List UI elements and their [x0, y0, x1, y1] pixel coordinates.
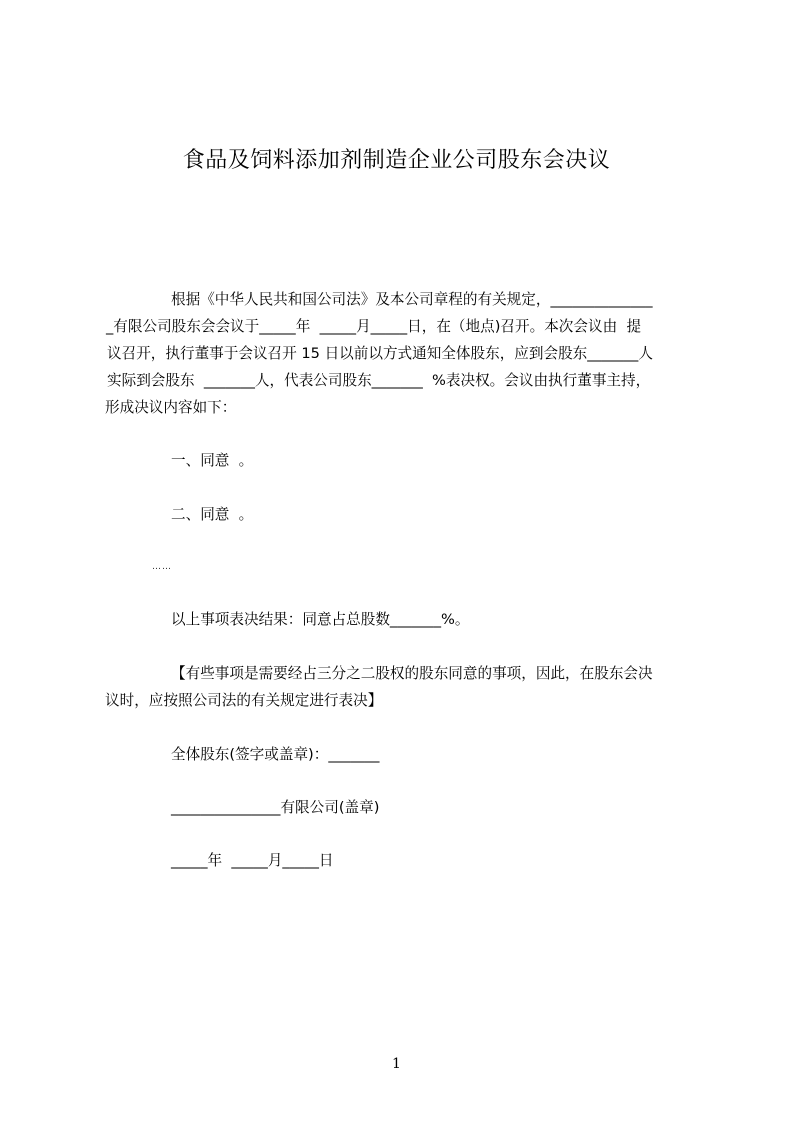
intro-line-1: 根据《中华人民共和国公司法》及本公司章程的有关规定，______________ — [171, 291, 653, 308]
company-seal-line: _______________有限公司(盖章) — [171, 799, 380, 816]
intro-line-4: 实际到会股东 _______人，代表公司股东_______ %表决权。会议由执行董事主持， — [107, 372, 651, 389]
page-title: 食品及饲料添加剂制造企业公司股东会决议 — [182, 148, 611, 173]
resolution-item-1: 一、同意 。 — [171, 452, 254, 469]
shareholder-signature-line: 全体股东(签字或盖章)：_______ — [171, 746, 380, 763]
page-number: 1 — [392, 1056, 401, 1072]
intro-line-5: 形成决议内容如下： — [105, 399, 237, 416]
intro-line-2: _有限公司股东会会议于_____年 _____月_____日，在（地点)召开。本次会议由 提 — [106, 318, 642, 335]
intro-line-3: 议召开，执行董事于会议召开 15 日以前以方式通知全体股东，应到会股东_______人 — [107, 345, 653, 362]
note-line-2: 议时，应按照公司法的有关规定进行表决】 — [105, 692, 383, 709]
resolution-item-2: 二、同意 。 — [171, 506, 254, 523]
ellipsis-marker: …… — [152, 562, 172, 572]
note-line-1: 【有些事项是需要经占三分之二股权的股东同意的事项，因此，在股东会决 — [171, 665, 653, 682]
signature-date-line: _____年 _____月_____日 — [171, 852, 334, 869]
vote-result: 以上事项表决结果：同意占总股数_______%。 — [171, 611, 470, 628]
